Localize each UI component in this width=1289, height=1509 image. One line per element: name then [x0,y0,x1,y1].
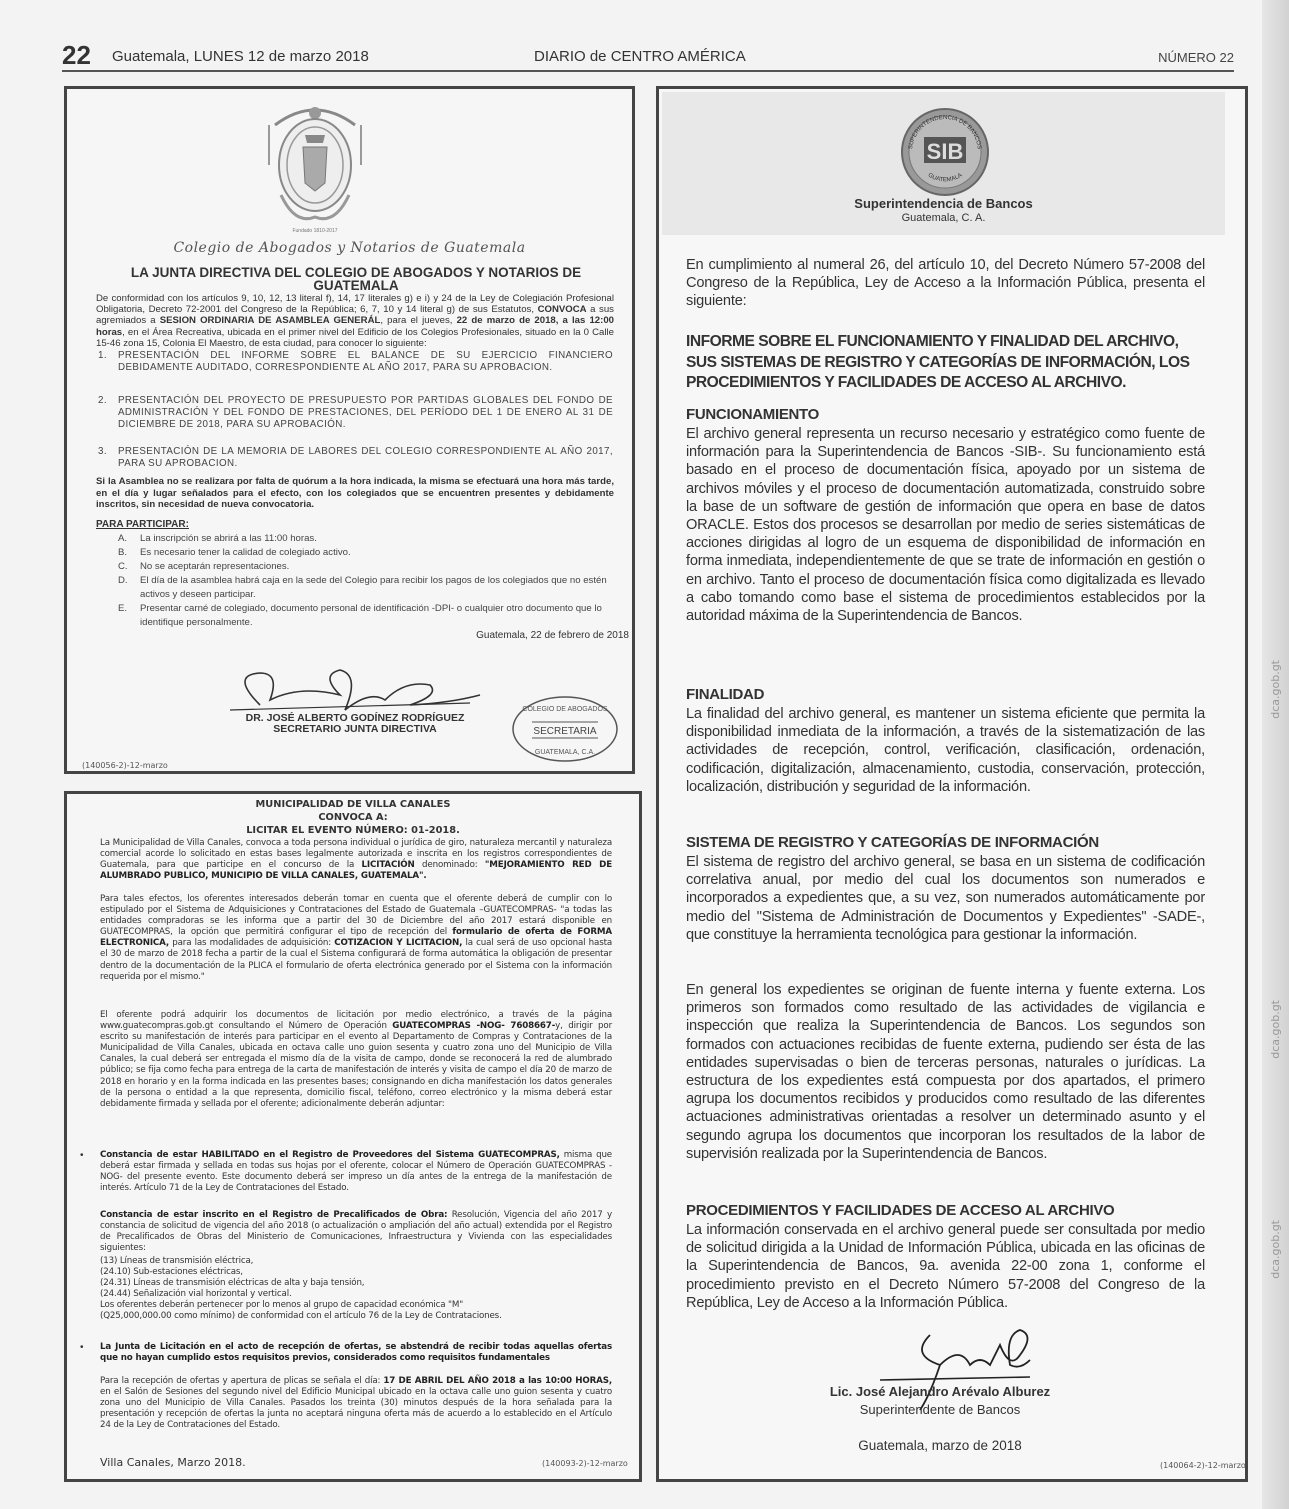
specialty-item: (13) Líneas de transmisión eléctrica, [100,1256,254,1266]
participar-item: C. No se aceptarán representaciones. [118,561,290,572]
svg-text:SIB: SIB [926,139,964,164]
sib-place-date: Guatemala, marzo de 2018 [858,1438,1022,1453]
sib-reference: (140064-2)-12-marzo [1160,1461,1246,1470]
crest-caption: Fundado 1810-2017 [292,228,338,234]
bullet-icon: • [80,1342,84,1353]
colegio-reference: (140056-2)-12-marzo [82,761,168,770]
vc-specialties-list [100,1256,612,1323]
participar-item: A. La inscripción se abrirá a las 11:00 horas. [118,533,317,544]
agenda-item: 2. PRESENTACIÓN DEL PROYECTO DE PRESUPUESTO POR PARTIDAS GLOBALES DEL FONDO DE ADMINISTRACIÓN Y DEL FONDO DE PRESTACIONES, DEL PERÍODO DEL 1 DE ENERO AL 31 DE DICIEMBRE DE 2018, PARA SU APROBACIÓN. [98,395,613,430]
svg-text:SECRETARIA: SECRETARIA [533,726,597,737]
edge-text: dca.gob.gt [1269,1000,1282,1059]
section-heading-procedimientos: PROCEDIMIENTOS Y FACILIDADES DE ACCESO AL ARCHIVO [686,1202,1115,1219]
newspaper-name: DIARIO de CENTRO AMÉRICA [534,48,746,65]
participar-item: E. Presentar carné de colegiado, documento personal de identificación -DPI- o cualquier otro documento que lo identifique personalmente. [118,603,602,628]
section-heading-finalidad: FINALIDAD [686,686,765,703]
edge-text: dca.gob.gt [1269,660,1282,719]
vc-paragraph-4: Para la recepción de ofertas y apertura de plicas se señala el día: 17 DE ABRIL DEL AÑO 2018 a las 10:00 HORAS, en el Salón de Sesiones del segundo nivel del Edificio Municipal ubicado en la octava calle uno guion sesenta y cuatro zona uno del Municipio de Villa Canales. Pasados los treinta (30) minutos después de la hora señalada para la presentación y recepción de ofertas la junta no aceptará ninguna oferta más de acuerdo a lo establecido en el Artículo 24 de la Ley de Contrataciones del Estado. [100,1376,612,1431]
vc-requirement-precalificados: Constancia de estar inscrito en el Registro de Precalificados de Obra: Resolución, Vigencia del año 2017 y constancia de solicitud de vigencia del año 2018 (o actualización o ampliación del año actual) extendida por el Registro de Precalificados de Obras del Ministerio de Comunicaciones, Infraestructura y Vivienda con las especialidades siguientes: [100,1210,612,1254]
agenda-item: 1. PRESENTACIÓN DEL INFORME SOBRE EL BALANCE DE SU EJERCICIO FINANCIERO DEBIDAMENTE AUDITADO, CORRESPONDIENTE AL AÑO 2017, PARA SU APROBACION. [98,350,613,373]
page-edge-strip [1262,0,1289,1509]
sib-logo-icon [900,107,990,197]
issue-date: Guatemala, LUNES 12 de marzo 2018 [112,48,369,65]
bullet-icon: • [80,1150,84,1161]
quorum-note: Si la Asamblea no se realizara por falta de quórum a la hora indicada, la misma se efectuará una hora más tarde, en el día y lugar señalados para el efecto, con los colegiados que se encuentren presentes y debidamente inscritos, sin necesidad de nueva convocatoria. [96,476,614,510]
specialty-item: (24.44) Señalización vial horizontal y vertical. [100,1289,292,1300]
vc-reference: (140093-2)-12-marzo [542,1459,628,1468]
svg-text:COLEGIO DE ABOGADOS: COLEGIO DE ABOGADOS [522,706,608,713]
svg-text:GUATEMALA: GUATEMALA [926,172,964,184]
svg-text:GUATEMALA, C.A.: GUATEMALA, C.A. [534,749,596,756]
section-body-procedimientos: La información conservada en el archivo general puede ser consultada por medio de solicitud dirigida a la Unidad de Información Pública, ubicada en las oficinas de la Superintendencia de Bancos, 9a. avenida 22-00 zona 1, conforme el procedimiento previsto en el Decreto Número 57-2008 del Congreso de la República, Ley de Acceso a la Información Pública. [686,1222,1205,1311]
signer-name: DR. JOSÉ ALBERTO GODÍNEZ RODRÍGUEZ [245,712,465,724]
vc-requirement-habilitado: Constancia de estar HABILITADO en el Registro de Proveedores del Sistema GUATECOMPRAS, misma que deberá estar firmada y sellada en todas sus hojas por el oferente, colocar el Número de Operación GUATECOMPRAS -NOG- del presente evento. Este documento deberá ser impreso un día antes de la entrega de la manifestación de interés. Artículo 71 de la Ley de Contrataciones del Estado. [100,1150,612,1194]
specialty-item: (24.31) Líneas de transmisión eléctricas de alta y baja tensión, [100,1278,365,1289]
colegio-crest-icon [255,95,375,235]
issue-number: NÚMERO 22 [1158,50,1234,65]
sib-report-title: INFORME SOBRE EL FUNCIONAMIENTO Y FINALIDAD DEL ARCHIVO, SUS SISTEMAS DE REGISTRO Y CATEGORÍAS DE INFORMACIÓN, LOS PROCEDIMIENTOS Y FACILIDADES DE ACCESO AL ARCHIVO. [686,333,1190,391]
colegio-intro: De conformidad con los artículos 9, 10, 12, 13 literal f), 14, 17 literales g) e i) y 24 de la Ley de Colegiación Profesional Obligatoria, Decreto 72-2001 del Congreso de la República; 6, 7, 10 y 14 literal g) de sus Estatutos, CONVOCA a sus agremiados a SESION ORDINARIA DE ASAMBLEA GENERÁL, para el jueves, 22 de marzo de 2018, a las 12:00 horas, en el Área Recreativa, ubicada en el primer nivel del Edificio de los Colegios Profesionales, situado en la 0 Calle 15-46 zona 15, Colonia El Maestro, de esta ciudad, para conocer lo siguiente: [96,293,614,349]
vc-place-date: Villa Canales, Marzo 2018. [100,1456,246,1469]
vc-paragraph-3: El oferente podrá adquirir los documentos de licitación por medio electrónico, a través de la página www.guatecompras.gob.gt consultando el Número de Operación GUATECOMPRAS -NOG- 7608667-y, dirigir por escrito su manifestación de interés para participar en el evento al Departamento de Compras y Contrataciones de la Municipalidad de Villa Canales, ubicada en octava calle uno guion sesenta y cuatro zona uno del Municipio de Villa Canales, la cual deberá ser entregada el mismo día de la visita de campo, donde se reconocerá la red de alumbrado público; se fija como fecha para entrega de la carta de manifestación de interés y visita de campo el día 20 de marzo de 2018 en horario y en la forma indicada en las presentes bases; consignando en dicha manifestación los datos generales de la persona o entidad a la que representa, domicilio fiscal, teléfono, correo electrónico y la misma deberá estar debidamente firmada y sellada por el oferente; adicionalmente deberán adjuntar: [100,1010,612,1109]
participar-heading: PARA PARTICIPAR: [96,519,189,530]
signer-title: SECRETARIO JUNTA DIRECTIVA [273,723,437,735]
section-heading-funcionamiento: FUNCIONAMIENTO [686,406,820,423]
vc-paragraph-2: Para tales efectos, los oferentes interesados deberán tomar en cuenta que el oferente deberá de cumplir con lo estipulado por el Sistema de Adquisiciones y Contrataciones del Estado de Guatemala –GUATECOMPRAS- "a todas las entidades compradoras se les informa que a partir del 30 de Diciembre del año 2017 estará disponible en GUATECOMPRAS, la opción que permitirá configurar el tipo de recepción del formulario de oferta de FORMA ELECTRONICA, para las modalidades de adquisición: COTIZACION Y LICITACION, la cual será de uso opcional hasta el 30 de marzo de 2018 fecha a partir de la cual el Sistema configurará de forma automática la obligación de presentar dentro de la documentación de la PLICA el formulario de oferta electrónica generado por el Sistema con la información requerida por el mismo." [100,894,612,982]
event-title: LICITAR EL EVENTO NÚMERO: 01-2018. [246,825,460,836]
convoca-title: CONVOCA A: [318,812,388,823]
sib-signer-title: Superintendente de Bancos [859,1402,1021,1417]
participar-item: D. El día de la asamblea habrá caja en la sede del Colegio para recibir los pagos de los colegiados que no estén activos y deseen participar. [118,575,607,600]
section-body-expedientes: En general los expedientes se originan de fuente interna y fuente externa. Los primeros son formados como resultado de las actividades de vigilancia e inspección que realiza la Superintendencia de Bancos. Los segundos son formados con actuaciones recibidas de fuente externa, pudiendo ser ésta de las entidades supervisadas o bien de terceras personas, naturales o jurídicas. La estructura de los expedientes está compuesta por dos apartados, el primero agrupa los documentos recibidos y producidos como resultado de las diferentes actuaciones administrativas orientadas a resolver un determinado asunto y el segundo agrupa los documentos que incorporan los resultados de la labor de supervisión realizada por la Superintendencia de Bancos. [686,982,1205,1162]
capacity-line: Los oferentes deberán pertenecer por lo menos al grupo de capacidad económica "M" [100,1300,464,1311]
colegio-signer [200,713,510,735]
sib-intro: En cumplimiento al numeral 26, del artículo 10, del Decreto Número 57-2008 del Congreso de la República, Ley de Acceso a la Información Pública, presenta el siguiente: [686,257,1205,310]
section-heading-sistema-registro: SISTEMA DE REGISTRO Y CATEGORÍAS DE INFORMACIÓN [686,834,1099,851]
sib-signer-name: Lic. José Alejandro Arévalo Alburez [829,1384,1051,1399]
specialty-item: (24.10) Sub-estaciones eléctricas, [100,1267,243,1278]
vc-requirement-junta: La Junta de Licitación en el acto de recepción de ofertas, se abstendrá de recibir todas aquellas ofertas que no hayan cumplido estos requisitos previos, considerados como requisitos fundamentales [100,1342,612,1364]
secretaria-stamp-icon [510,694,620,764]
agenda-item: 3. PRESENTACIÓN DE LA MEMORIA DE LABORES DEL COLEGIO CORRESPONDIENTE AL AÑO 2017, PARA SU APROBACION. [98,446,613,469]
section-body-finalidad: La finalidad del archivo general, es mantener un sistema eficiente que permita la disponibilidad inmediata de la información, a través de la sistematización de las actividades de recepción, control, verificación, clasificación, ordenación, codificación, digitalización, almacenamiento, custodia, conservación, protección, localización, distribución y seguridad de la información. [686,706,1205,795]
municipality-title: MUNICIPALIDAD DE VILLA CANALES [255,799,451,810]
participar-item: B. Es necesario tener la calidad de colegiado activo. [118,547,351,558]
colegio-notice-title: LA JUNTA DIRECTIVA DEL COLEGIO DE ABOGADOS Y NOTARIOS DE GUATEMALA [130,265,582,293]
colegio-script-title: Colegio de Abogados y Notarios de Guatemala [173,240,526,256]
page-header [62,40,1234,72]
page-number: 22 [62,40,91,70]
vc-paragraph-1: La Municipalidad de Villa Canales, convoca a toda persona individual o jurídica de giro, naturaleza mercantil y naturaleza comercial acorde lo solicitado en estas bases legalmente autorizada e inscrita en los registros correspondientes de Guatemala, para que participe en el concurso de la LICITACIÓN denominado: "MEJORAMIENTO RED DE ALUMBRADO PUBLICO, MUNICIPIO DE VILLA CANALES, GUATEMALA". [100,838,613,882]
section-body-sistema-registro: El sistema de registro del archivo general, se basa en un sistema de codificación correlativa anual, por medio del cual los documentos son numerados e incorporados a expedientes que, a su vez, son numerados automáticamente por medio del "Sistema de Administración de Documentos y Expedientes" -SADE-, que constituye la herramienta tecnológica para gestionar la información. [686,854,1205,943]
svg-text:SUPERINTENDENCIA DE BANCOS: SUPERINTENDENCIA DE BANCOS [908,114,982,150]
edge-text: dca.gob.gt [1269,1220,1282,1279]
sib-org-name: Superintendencia de Bancos [854,196,1033,211]
colegio-place-date: Guatemala, 22 de febrero de 2018 [476,630,629,641]
capacity-line: (Q25,000,000.00 como mínimo) de conformidad con el artículo 76 de la Ley de Contrataciones. [100,1311,502,1322]
section-body-funcionamiento: El archivo general representa un recurso necesario y estratégico como fuente de información para la Superintendencia de Bancos -SIB-. Su funcionamiento está basado en el proceso de documentación física, apoyado por un sistema de archivos móviles y el proceso de documentación automatizada, construido sobre la base de un software de gestión de información que opera en base de datos ORACLE. Estos dos procesos se desarrollan por medio de series sistemáticas de acciones dirigidas al logro de un esquema de disponibilidad de información en forma inmediata, independientemente de que se trate de información en gestión o en archivo. Tanto el proceso de documentación física como digitalizada es llevado a cabo tomando como base el sistema de procedimientos establecidos por la autoridad máxima de la Superintendencia de Bancos. [686,426,1205,625]
sib-org-location: Guatemala, C. A. [901,212,986,224]
